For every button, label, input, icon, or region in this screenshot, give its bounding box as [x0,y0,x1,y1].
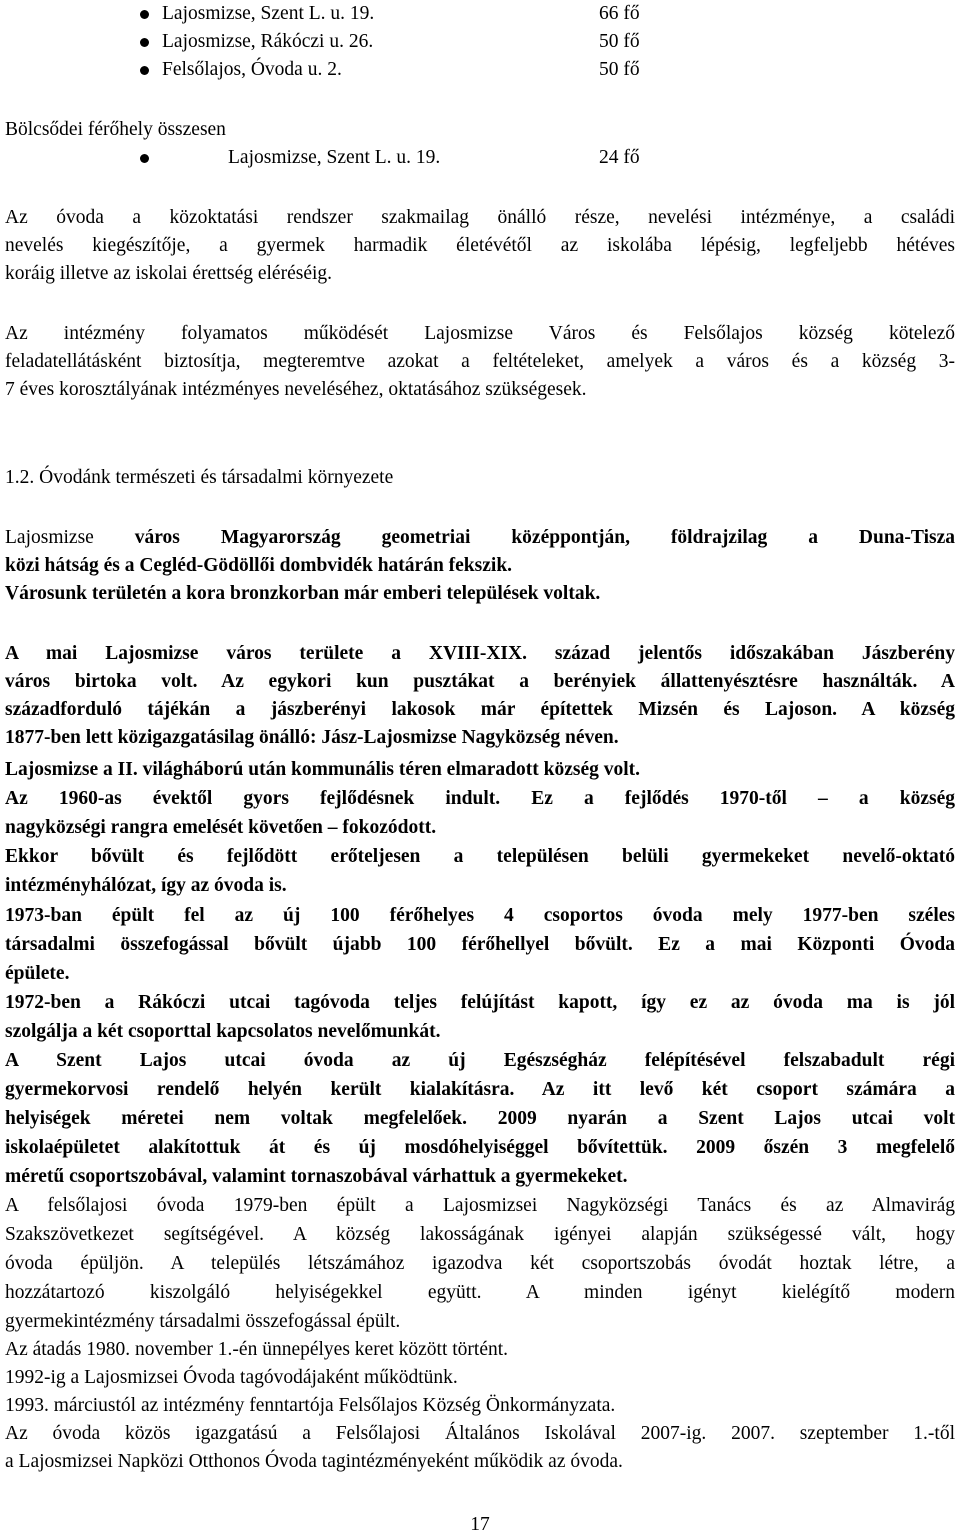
paragraph-line: gyermekorvosi rendelő helyén került kialakításra. Az itt levő két csoport számára a [5,1079,955,1100]
line-part: Lajosmizse [5,527,135,548]
paragraph-line: A mai Lajosmizse város területe a XVIII-XIX. század jelentős időszakában Jászberény [5,643,955,664]
list-item [0,0,960,28]
paragraph-line: Ekkor bővült és fejlődött erőteljesen a településen belüli gyermekeket nevelő-oktató [5,846,955,867]
paragraph-line: 1973-ban épült fel az új 100 férőhelyes 4 csoportos óvoda mely 1977-ben széles [5,905,955,926]
paragraph-line: Az óvoda közös igazgatású a Felsőlajosi Általános Iskolával 2007-ig. 2007. szeptember 1.-től [5,1423,955,1444]
paragraph-line: 7 éves korosztályának intézményes neveléséhez, oktatásához szükségesek. [5,379,587,400]
paragraph-line: Az óvoda a közoktatási rendszer szakmailag önálló része, nevelési intézménye, a családi [5,207,955,228]
paragraph-line: koráig illetve az iskolai érettség eléréséig. [5,263,333,284]
place-text: Felsőlajos, Óvoda u. 2. [162,59,342,80]
paragraph-line: 1877-ben lett közigazgatásilag önálló: Jász-Lajosmizse Nagyközség néven. [5,727,619,748]
paragraph-line: város birtoka volt. Az egykori kun pusztákat a berényiek állattenyésztésre használták. A [5,671,955,692]
list-item [0,28,960,56]
bullet-icon [140,154,149,163]
paragraph-line: helyiségek méretei nem voltak megfelelőek. 2009 nyarán a Szent Lajos utcai volt [5,1108,955,1129]
count-text: 50 fő [599,31,640,52]
paragraph-line: 1972-ben a Rákóczi utcai tagóvoda teljes felújítást kapott, így ez az óvoda ma is jól [5,992,955,1013]
paragraph-line: méretű csoportszobával, valamint tornaszobával várhattuk a gyermekeket. [5,1166,628,1187]
paragraph-line: feladatellátásként biztosítja, megteremtve azokat a feltételeket, amelyek a város és a község 3- [5,351,955,372]
list-item [0,56,960,84]
nursery-heading: Bölcsődei férőhely összesen [5,119,226,140]
paragraph-line: szolgálja a két csoporttal kapcsolatos nevelőmunkát. [5,1021,441,1042]
paragraph-line: 1992-ig a Lajosmizsei Óvoda tagóvodájaként működtünk. [5,1367,458,1388]
count-text: 24 fő [599,147,640,168]
paragraph-line: Városunk területén a kora bronzkorban már emberi települések voltak. [5,583,601,604]
section-heading: 1.2. Óvodánk természeti és társadalmi környezete [5,467,394,488]
line-part: város Magyarország geometriai középpontján, földrajzilag a Duna-Tisza [134,527,955,548]
paragraph-line: társadalmi összefogással bővült újabb 100 férőhellyel bővült. Ez a mai Központi Óvoda [5,934,955,955]
count-text: 66 fő [599,3,640,24]
bullet-icon [140,66,149,75]
paragraph-line: iskolaépületet alakítottuk át és új mosdóhelyiséggel bővítettük. 2009 őszén 3 megfelelő [5,1137,955,1158]
paragraph-line: közi hátság és a Cegléd-Gödöllői dombvidék határán fekszik. [5,555,513,576]
paragraph-line: óvoda épüljön. A település létszámához igazodva két csoportszobás óvodát hoztak létre, a [5,1253,955,1274]
count-text: 50 fő [599,59,640,80]
paragraph-line: A Szent Lajos utcai óvoda az új Egészségház felépítésével felszabadult régi [5,1050,955,1071]
paragraph-line: A felsőlajosi óvoda 1979-ben épült a Lajosmizsei Nagyközségi Tanács és az Almavirág [5,1195,955,1216]
paragraph-line: 1993. márciustól az intézmény fenntartója Felsőlajos Község Önkormányzata. [5,1395,616,1416]
paragraph-line: a Lajosmizsei Napközi Otthonos Óvoda tagintézményeként működik az óvoda. [5,1451,623,1472]
paragraph-line: Az 1960-as évektől gyors fejlődésnek indult. Ez a fejlődés 1970-től – a község [5,788,955,809]
paragraph-line [5,524,955,552]
paragraph-line: századforduló tájékán a jászberényi lakosok már építettek Mizsén és Lajoson. A község [5,699,955,720]
bullet-icon [140,38,149,47]
paragraph-line: hozzátartozó kiszolgáló helyiségekkel együtt. A minden igényt kielégítő modern [5,1282,955,1303]
page-number: 17 [470,1514,490,1535]
place-text: Lajosmizse, Szent L. u. 19. [162,3,375,24]
paragraph-line: épülete. [5,963,70,984]
paragraph-line: intézményhálózat, így az óvoda is. [5,875,287,896]
paragraph-line: Az intézmény folyamatos működését Lajosmizse Város és Felsőlajos község kötelező [5,323,955,344]
paragraph-line: Lajosmizse a II. világháború után kommunális téren elmaradott község volt. [5,759,641,780]
place-text: Lajosmizse, Szent L. u. 19. [228,147,441,168]
list-item [0,144,960,172]
paragraph-line: Szakszövetkezet segítségével. A község lakosságának igényei alapján szükségessé vált, hogy [5,1224,955,1245]
paragraph-line: nagyközségi rangra emelését követően – fokozódott. [5,817,437,838]
paragraph-line: nevelés kiegészítője, a gyermek harmadik életévétől az iskolába lépésig, legfeljebb hétéves [5,235,955,256]
paragraph-line: gyermekintézmény társadalmi összefogással épült. [5,1311,401,1332]
bullet-icon [140,10,149,19]
paragraph-line: Az átadás 1980. november 1.-én ünnepélyes keret között történt. [5,1339,509,1360]
place-text: Lajosmizse, Rákóczi u. 26. [162,31,374,52]
